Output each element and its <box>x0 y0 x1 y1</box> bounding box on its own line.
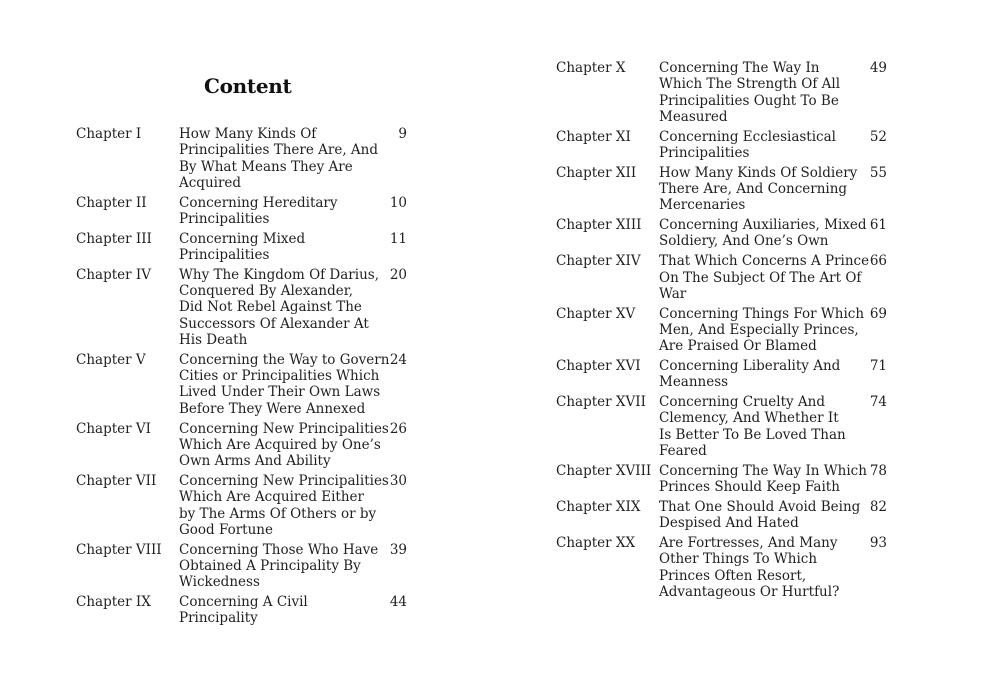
chapter-title <box>179 542 379 591</box>
toc-entry <box>556 217 896 250</box>
chapter-title-line: Other Things To Which <box>659 551 818 568</box>
chapter-title-line: Cities or Principalities Which <box>179 368 380 385</box>
chapter-title-line: That One Should Avoid Being <box>659 498 861 515</box>
chapter-title-line: Principalities <box>179 210 270 227</box>
chapter-title-line: Concerning A Civil <box>179 594 308 611</box>
chapter-label: Chapter X <box>556 60 626 76</box>
chapter-title-line: Principalities There Are, And <box>179 142 378 159</box>
chapter-title <box>179 195 379 228</box>
chapter-title-line: Concerning Things For Which <box>659 305 865 322</box>
chapter-title <box>659 535 859 600</box>
chapter-title-line: That Which Concerns A Prince <box>659 253 870 270</box>
toc-right-column <box>556 60 896 604</box>
chapter-title <box>179 126 379 191</box>
toc-entry <box>76 126 416 191</box>
chapter-title-line: Concerning The Way In Which <box>659 462 867 479</box>
chapter-title-line: Princes Should Keep Faith <box>659 479 840 496</box>
chapter-title-line: Concerning New Principalities <box>179 420 389 437</box>
chapter-title-line: Concerning New Principalities <box>179 472 389 489</box>
chapter-title <box>179 420 389 470</box>
chapter-label: Chapter VII <box>76 472 157 489</box>
chapter-title-line: On The Subject Of The Art Of <box>659 269 862 286</box>
chapter-title-line: Concerning Cruelty And <box>659 394 826 411</box>
page-number: 55 <box>869 164 887 181</box>
toc-entry <box>76 473 416 538</box>
chapter-title-line: War <box>659 285 687 302</box>
chapter-title-line: Men, And Especially Princes, <box>659 321 859 338</box>
chapter-title <box>659 217 867 250</box>
chapter-title-line: Mercenaries <box>659 197 746 214</box>
chapter-title <box>179 594 379 627</box>
chapter-label: Chapter I <box>76 126 142 142</box>
page-number: 10 <box>389 194 407 211</box>
chapter-label: Chapter III <box>76 230 152 247</box>
chapter-title-line: Are Praised Or Blamed <box>659 338 817 355</box>
chapter-title-line: Before They Were Annexed <box>179 400 366 417</box>
chapter-title-line: Is Better To Be Loved Than <box>659 426 846 443</box>
page-number: 78 <box>869 462 887 479</box>
chapter-title-line: Obtained A Principality By <box>179 557 361 574</box>
page-number: 52 <box>869 128 887 145</box>
page-number: 74 <box>869 394 887 411</box>
chapter-label: Chapter XVII <box>556 394 646 411</box>
page-number: 93 <box>869 535 887 552</box>
chapter-label: Chapter IV <box>76 266 151 283</box>
chapter-label: Chapter VIII <box>76 541 162 558</box>
chapter-label: Chapter XV <box>556 305 636 322</box>
page-title: Content <box>204 74 292 98</box>
page-number: 9 <box>398 126 407 142</box>
page-number: 20 <box>389 266 407 283</box>
chapter-title-line: Which The Strength Of All <box>659 76 841 93</box>
toc-entry <box>556 165 896 214</box>
chapter-title <box>179 351 390 417</box>
chapter-title-line: Despised And Hated <box>659 515 799 532</box>
chapter-title-line: Concerning the Way to Govern <box>179 351 390 368</box>
chapter-title-line: There Are, And Concerning <box>659 181 848 198</box>
toc-entry <box>76 594 416 627</box>
chapter-title <box>659 394 859 459</box>
chapter-title <box>179 472 389 538</box>
toc-entry <box>76 231 416 264</box>
chapter-label: Chapter II <box>76 194 147 211</box>
chapter-title <box>659 499 859 532</box>
chapter-title-line: Which Are Acquired Either <box>179 489 364 506</box>
chapter-label: Chapter XVIII <box>556 462 652 479</box>
chapter-title-line: Principality <box>179 610 258 627</box>
chapter-label: Chapter IX <box>76 594 151 611</box>
chapter-title-line: Soldiery, And One’s Own <box>659 233 829 250</box>
page-number: 82 <box>869 498 887 515</box>
chapter-title-line: Conquered By Alexander, <box>179 283 353 300</box>
toc-entry <box>556 253 896 302</box>
chapter-title-line: By What Means They Are <box>179 158 353 175</box>
chapter-title-line: Lived Under Their Own Laws <box>179 384 381 401</box>
chapter-title-line: Good Fortune <box>179 521 273 538</box>
toc-left-column <box>76 126 416 630</box>
chapter-label: Chapter XII <box>556 164 637 181</box>
chapter-title-line: Measured <box>659 108 728 125</box>
chapter-title-line: Concerning Mixed <box>179 230 306 247</box>
chapter-label: Chapter XIII <box>556 217 642 234</box>
chapter-title-line: Concerning Those Who Have <box>179 541 379 558</box>
page-number: 11 <box>389 230 407 247</box>
chapter-title-line: Concerning The Way In <box>659 60 820 76</box>
page-number: 49 <box>869 60 887 76</box>
chapter-label: Chapter XIV <box>556 253 641 270</box>
toc-entry <box>556 463 896 496</box>
page-number: 61 <box>869 217 887 234</box>
chapter-label: Chapter V <box>76 351 146 368</box>
chapter-label: Chapter XI <box>556 128 631 145</box>
toc-entry <box>76 267 416 348</box>
chapter-title-line: Advantageous Or Hurtful? <box>659 583 840 600</box>
page-number: 44 <box>389 594 407 611</box>
chapter-title-line: Why The Kingdom Of Darius, <box>179 266 379 283</box>
chapter-title-line: Principalities <box>179 247 270 264</box>
chapter-title-line: Concerning Auxiliaries, Mixed <box>659 217 867 234</box>
chapter-title-line: by The Arms Of Others or by <box>179 505 377 522</box>
chapter-label: Chapter VI <box>76 420 151 437</box>
chapter-title-line: Princes Often Resort, <box>659 567 807 584</box>
chapter-title-line: Clemency, And Whether It <box>659 410 839 427</box>
chapter-title <box>659 305 865 355</box>
page-number: 69 <box>869 305 887 322</box>
chapter-label: Chapter XVI <box>556 358 641 375</box>
chapter-title-line: How Many Kinds Of Soldiery <box>659 164 858 181</box>
chapter-title-line: Concerning Hereditary <box>179 194 338 211</box>
chapter-title <box>179 231 379 264</box>
toc-entry <box>76 421 416 470</box>
chapter-title-line: Are Fortresses, And Many <box>659 535 838 552</box>
page-number: 24 <box>389 351 407 368</box>
chapter-title <box>659 129 859 162</box>
chapter-title-line: How Many Kinds Of <box>179 126 317 142</box>
page-number: 39 <box>389 541 407 558</box>
toc-entry <box>556 129 896 162</box>
chapter-title-line: Principalities Ought To Be <box>659 92 839 109</box>
chapter-title-line: Meanness <box>659 374 729 391</box>
chapter-title-line: Principalities <box>659 144 750 161</box>
chapter-title <box>659 60 859 125</box>
chapter-title <box>659 358 859 391</box>
chapter-title-line: Which Are Acquired by One’s <box>179 436 381 453</box>
chapter-title-line: Acquired <box>179 174 242 191</box>
chapter-title <box>659 253 870 302</box>
chapter-label: Chapter XX <box>556 535 636 552</box>
toc-entry <box>76 195 416 228</box>
chapter-title-line: Successors Of Alexander At <box>179 315 369 332</box>
toc-entry <box>556 535 896 600</box>
chapter-title-line: His Death <box>179 332 248 349</box>
chapter-title-line: Concerning Liberality And <box>659 358 841 375</box>
toc-entry <box>76 542 416 591</box>
toc-entry <box>76 352 416 417</box>
chapter-title-line: Concerning Ecclesiastical <box>659 128 836 145</box>
chapter-title-line: Wickedness <box>179 574 260 591</box>
page-number: 71 <box>869 358 887 375</box>
toc-entry <box>556 358 896 391</box>
chapter-title-line: Did Not Rebel Against The <box>179 299 362 316</box>
chapter-title <box>659 462 867 496</box>
chapter-title-line: Feared <box>659 443 707 460</box>
toc-entry <box>556 306 896 355</box>
chapter-title-line: Own Arms And Ability <box>179 453 331 470</box>
page-number: 30 <box>389 472 407 489</box>
chapter-title <box>659 165 859 214</box>
chapter-label: Chapter XIX <box>556 498 641 515</box>
toc-entry <box>556 394 896 459</box>
toc-entry <box>556 60 896 125</box>
toc-entry <box>556 499 896 532</box>
page-number: 26 <box>389 420 407 437</box>
chapter-title <box>179 267 379 348</box>
page-number: 66 <box>869 253 887 270</box>
